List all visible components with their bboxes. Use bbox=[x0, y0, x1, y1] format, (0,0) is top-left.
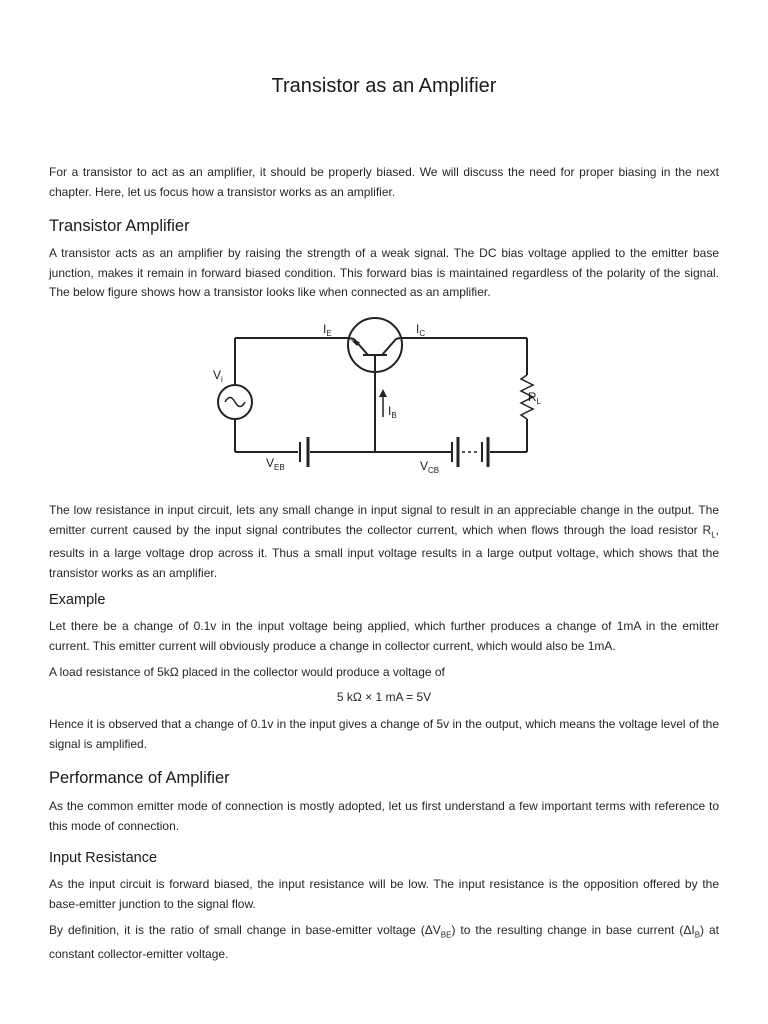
example-paragraph-2: A load resistance of 5kΩ placed in the collector would produce a voltage of bbox=[49, 665, 445, 679]
vi-label: $V_i$ bbox=[213, 368, 223, 384]
page-title: Transistor as an Amplifier bbox=[271, 75, 497, 97]
rl-label: $R_L$ bbox=[527, 390, 541, 406]
veb-battery-icon bbox=[300, 437, 308, 467]
veb-label: $V_{EB}$ bbox=[266, 456, 285, 472]
example-equation: 5 kΩ × 1 mA = 5V bbox=[336, 690, 432, 704]
example-paragraph-1: Let there be a change of 0.1v in the input voltage being applied, which further produces a change of 1mA in the emitter current. This emitter current will obviously produce a change in collector current, which would also be 1mA. bbox=[49, 619, 719, 653]
low-resistance-paragraph: The low resistance in input circuit, lets any small change in input signal to result in an appreciable change in the output. The emitter current caused by the input signal contributes the collector current, which when flows through the load resistor $R_L$, results in a large voltage drop across it. Thus a small input voltage results in a large output voltage, which shows that the transistor works as an amplifier. bbox=[49, 503, 719, 580]
intro-paragraph: For a transistor to act as an amplifier, it should be properly biased. We will discuss the need for proper biasing in the next chapter. Here, let us focus how a transistor works as an amplifier. bbox=[49, 165, 719, 199]
example-paragraph-3: Hence it is observed that a change of 0.1v in the input gives a change of 5v in the output, which means the voltage level of the signal is amplified. bbox=[49, 717, 719, 751]
ib-label: $I_B$ bbox=[388, 404, 397, 420]
section-heading-performance: Performance of Amplifier bbox=[49, 769, 230, 787]
input-resistance-paragraph-1: As the input circuit is forward biased, the input resistance will be low. The input resistance is the opposition offered by the base-emitter junction to the signal flow. bbox=[49, 877, 719, 911]
performance-paragraph: As the common emitter mode of connection is mostly adopted, let us first understand a few important terms with reference to this mode of connection. bbox=[49, 799, 719, 833]
section-heading-example: Example bbox=[49, 592, 106, 608]
ic-label: $I_C$ bbox=[416, 322, 426, 338]
section-heading-transistor-amplifier: Transistor Amplifier bbox=[49, 217, 190, 235]
ac-source-icon bbox=[218, 385, 252, 419]
input-resistance-paragraph-2: By definition, it is the ratio of small change in base-emitter voltage $(\Delta V_{BE})$ to the resulting change in base current $(\Delta I_B)$ at constant collector-emitter voltage. bbox=[49, 923, 720, 961]
base-current-arrow-icon bbox=[379, 389, 387, 417]
ie-label: $I_E$ bbox=[323, 322, 332, 338]
transistor-amplifier-paragraph: A transistor acts as an amplifier by raising the strength of a weak signal. The DC bias voltage applied to the emitter base junction, makes it remain in forward biased condition. This forward bias is maintained regardless of the polarity of the signal. The below figure shows how a transistor looks like when connected as an amplifier. bbox=[49, 246, 719, 299]
section-heading-input-resistance: Input Resistance bbox=[49, 850, 158, 866]
vcb-label: $V_{CB}$ bbox=[420, 459, 440, 475]
vcb-battery-icon bbox=[452, 437, 488, 467]
amplifier-circuit-diagram bbox=[200, 315, 540, 480]
